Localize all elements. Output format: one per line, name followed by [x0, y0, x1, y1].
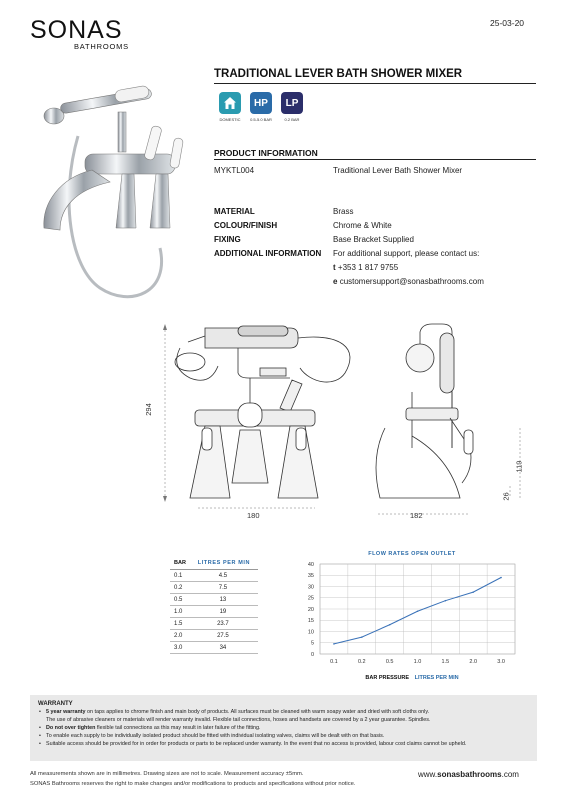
- product-info-heading: PRODUCT INFORMATION: [214, 148, 318, 158]
- badge-caption-hp: 0.5-5.0 BAR: [250, 117, 272, 122]
- chart-x-tick-label: 3.0: [497, 659, 505, 665]
- warranty-box: [30, 695, 537, 761]
- table-row: [170, 606, 258, 618]
- footer-disclaimer: SONAS Bathrooms reserves the right to make changes and/or modifications to products and specifications without prior notice.: [30, 781, 356, 787]
- chart-data-point: [500, 577, 502, 579]
- additional-info-label: ADDITIONAL INFORMATION: [214, 249, 322, 258]
- chart-title: FLOW RATES OPEN OUTLET: [368, 551, 456, 557]
- footer-measurement-note: All measurements shown are in millimetres. Drawing sizes are not to scale. Measurement accuracy ±5mm.: [30, 771, 304, 777]
- chart-x-ticks: [330, 659, 505, 665]
- warranty-item: [38, 724, 529, 732]
- contact-phone[interactable]: [333, 263, 398, 272]
- warranty-item: [38, 708, 529, 716]
- domestic-badge: [219, 92, 241, 114]
- product-description: Traditional Lever Bath Shower Mixer: [333, 166, 463, 175]
- material-label: MATERIAL: [214, 207, 255, 216]
- dimension-height: 294: [143, 403, 153, 416]
- cell-bar: 1.5: [170, 618, 188, 630]
- warranty-item-text: on taps applies to chrome finish and main body of products. All surfaces must be cleaned with warm soapy water and dried with soft cloths only.: [85, 709, 430, 715]
- chart-x-tick-label: 0.1: [330, 659, 338, 665]
- flow-rate-chart: [290, 546, 535, 686]
- chart-y-ticks: [308, 562, 314, 658]
- lp-badge: LP: [281, 92, 303, 114]
- chart-y-tick-label: 30: [307, 584, 314, 591]
- cell-lpm: 27.5: [188, 630, 258, 642]
- badge-caption-lp: 0.2 BAR: [284, 117, 300, 122]
- cell-bar: 1.0: [170, 606, 188, 618]
- cell-lpm: 7.5: [188, 582, 258, 594]
- website-suffix: .com: [501, 770, 519, 779]
- chart-data-point: [472, 591, 474, 593]
- dimension-side-height: 119: [514, 460, 524, 473]
- chart-points: [333, 577, 502, 645]
- badge-caption-domestic: DOMESTIC: [219, 117, 241, 122]
- table-header-bar: BAR: [170, 560, 188, 570]
- cell-lpm: 23.7: [188, 618, 258, 630]
- warranty-item-text: The use of abrasive cleaners or materials will render warranty invalid. Flexible tail connections, hoses and handsets are covered by a 2 year guarantee. Spindles.: [46, 717, 431, 723]
- finish-value: Chrome & White: [333, 221, 392, 230]
- website-link[interactable]: [418, 770, 519, 779]
- chart-x-label-bar: BAR PRESSURE: [365, 675, 410, 681]
- chart-data-point: [361, 636, 363, 638]
- contact-email[interactable]: [333, 277, 484, 286]
- table-row: [170, 642, 258, 654]
- warranty-title: WARRANTY: [38, 701, 73, 707]
- house-icon: [223, 96, 237, 110]
- product-code: MYKTL004: [214, 166, 255, 175]
- warranty-item-bold: Do not over tighten: [46, 725, 96, 731]
- table-row: [170, 582, 258, 594]
- cell-bar: 0.2: [170, 582, 188, 594]
- warranty-item-bold: 5 year warranty: [46, 709, 86, 715]
- email-prefix: e: [333, 277, 338, 286]
- warranty-item-text: Suitable access should be provided for in order for products or parts to be replaced under warranty. In the event that no access is provided, labour cost claims cannot be upheld.: [46, 741, 467, 747]
- title-divider: [214, 83, 536, 84]
- chart-y-tick-label: 15: [307, 618, 314, 625]
- email-address: customersupport@sonasbathrooms.com: [339, 277, 484, 286]
- chart-data-point: [333, 643, 335, 645]
- cell-lpm: 34: [188, 642, 258, 654]
- cell-lpm: 19: [188, 606, 258, 618]
- cell-bar: 0.5: [170, 594, 188, 606]
- table-header-lpm: LITRES PER MIN: [188, 560, 258, 570]
- chart-x-tick-label: 0.5: [385, 659, 394, 665]
- cell-lpm: 4.5: [188, 570, 258, 582]
- chart-x-tick-label: 0.2: [357, 659, 366, 665]
- hp-badge: HP: [250, 92, 272, 114]
- brand-logo: SONAS: [30, 16, 123, 44]
- cell-lpm: 13: [188, 594, 258, 606]
- warranty-item-text: To enable each supply to be individually isolated product should be fitted with individual isolating valves, claims will be dealt with on that basis.: [46, 733, 385, 739]
- phone-prefix: t: [333, 263, 336, 272]
- chart-y-tick-label: 0: [310, 651, 314, 658]
- chart-data-point: [389, 624, 391, 626]
- dimension-side-width: 182: [410, 511, 423, 520]
- chart-x-label: [365, 675, 458, 681]
- warranty-item: [38, 740, 529, 748]
- fixing-label: FIXING: [214, 235, 241, 244]
- product-photo: [30, 78, 200, 313]
- phone-number: +353 1 817 9755: [337, 263, 399, 272]
- technical-drawing: [150, 318, 540, 523]
- warranty-item: [38, 716, 529, 724]
- chart-x-tick-label: 2.0: [469, 659, 478, 665]
- dimension-spout-height: 26: [501, 492, 511, 501]
- chart-x-label-lpm: LITRES PER MIN: [414, 675, 459, 681]
- finish-label: COLOUR/FINISH: [214, 221, 278, 230]
- table-row: [170, 630, 258, 642]
- additional-info-value: For additional support, please contact us:: [333, 249, 480, 258]
- material-value: Brass: [333, 207, 354, 216]
- website-prefix: www.: [418, 770, 438, 779]
- warranty-list: [38, 708, 529, 748]
- chart-x-tick-label: 1.5: [441, 659, 450, 665]
- chart-data-point: [417, 610, 419, 612]
- chart-x-tick-label: 1.0: [413, 659, 422, 665]
- dimension-front-width: 180: [247, 511, 260, 520]
- product-info-divider: [214, 159, 536, 160]
- warranty-item-text: flexible tail connections as this may result in later failure of the fitting.: [95, 725, 261, 731]
- page-title: TRADITIONAL LEVER BATH SHOWER MIXER: [214, 68, 463, 80]
- cell-bar: 0.1: [170, 570, 188, 582]
- table-row: [170, 618, 258, 630]
- brand-sub: BATHROOMS: [74, 42, 129, 51]
- website-name: sonasbathrooms: [437, 770, 502, 779]
- chart-y-tick-label: 25: [307, 595, 314, 602]
- fixing-value: Base Bracket Supplied: [333, 235, 414, 244]
- chart-data-point: [445, 600, 447, 602]
- table-row: [170, 570, 258, 582]
- chart-y-tick-label: 10: [307, 629, 314, 636]
- chart-y-tick-label: 35: [307, 573, 314, 580]
- warranty-item: [38, 732, 529, 740]
- cell-bar: 3.0: [170, 642, 188, 654]
- flow-rate-table: [170, 560, 258, 654]
- document-date: 25-03-20: [490, 18, 525, 28]
- table-row: [170, 594, 258, 606]
- chart-y-tick-label: 20: [307, 606, 314, 613]
- chart-y-tick-label: 5: [310, 640, 314, 647]
- cell-bar: 2.0: [170, 630, 188, 642]
- chart-y-tick-label: 40: [307, 561, 314, 568]
